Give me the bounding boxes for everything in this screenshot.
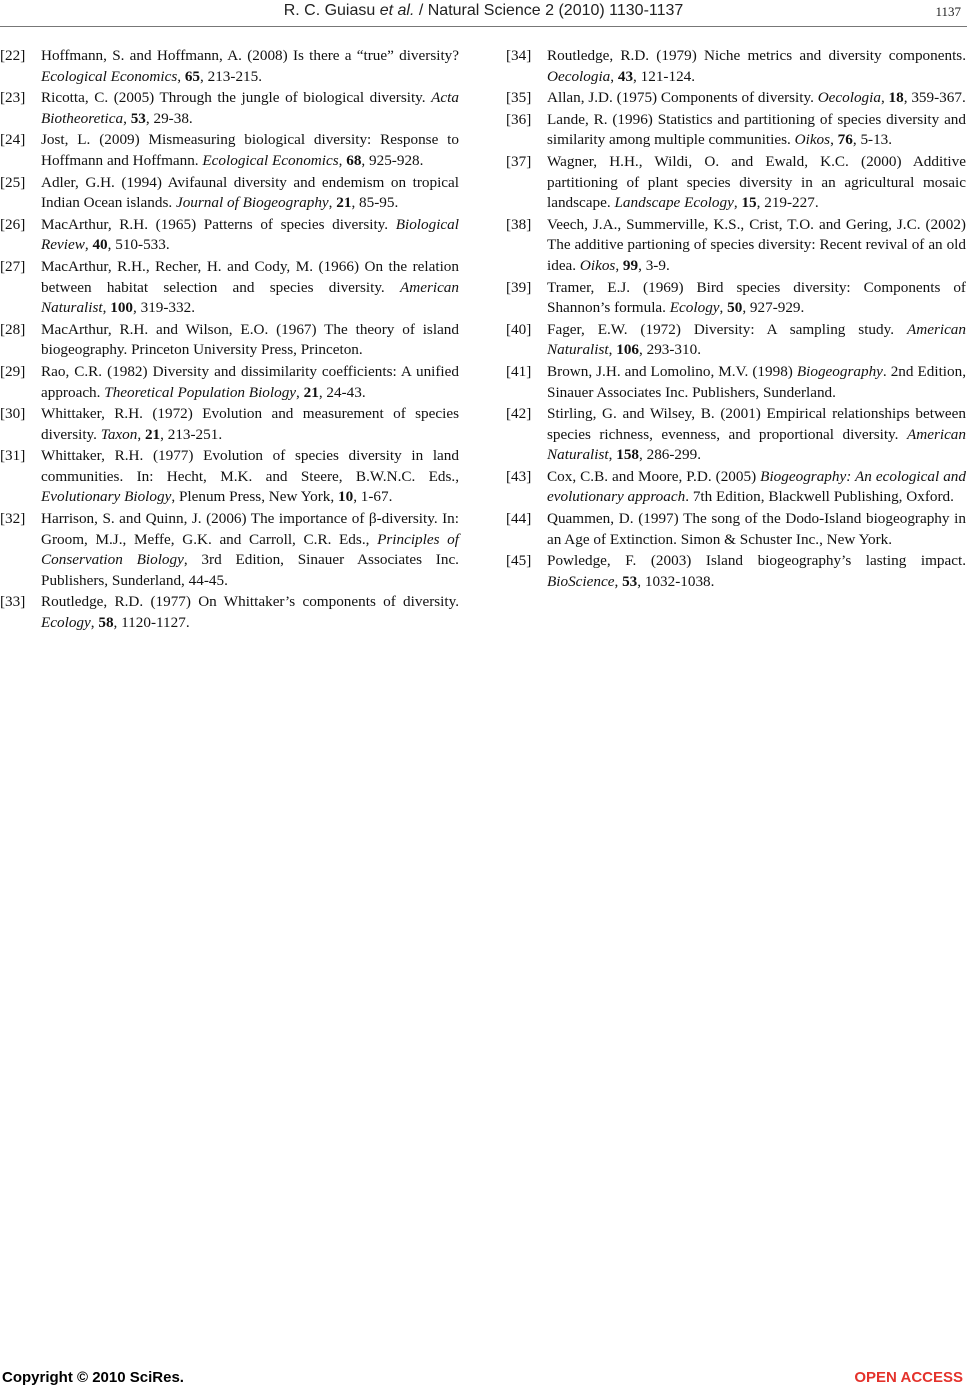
- reference-pages: , 24-43.: [318, 383, 366, 401]
- reference-volume: 50: [727, 299, 743, 317]
- reference-text: [547, 46, 966, 87]
- reference-volume: 53: [130, 109, 146, 127]
- reference-pages: . 7th Edition, Blackwell Publishing, Oxford.: [685, 488, 954, 506]
- reference-text: [41, 173, 459, 214]
- reference-journal: Oecologia: [817, 89, 881, 107]
- reference-entry: [506, 278, 966, 319]
- reference-separator: ,: [614, 572, 623, 590]
- reference-pages: , 1032-1038.: [637, 572, 715, 590]
- reference-journal: Journal of Biogeography: [175, 194, 329, 212]
- reference-text: [547, 551, 966, 592]
- reference-journal: Oikos: [794, 131, 831, 149]
- reference-volume: 15: [741, 194, 757, 212]
- reference-journal: Oikos: [579, 256, 616, 274]
- reference-journal: Evolutionary Biology: [41, 488, 172, 506]
- reference-separator: ,: [733, 194, 742, 212]
- reference-number: [23]: [0, 89, 26, 107]
- reference-volume: 18: [888, 89, 904, 107]
- reference-volume: 21: [303, 383, 319, 401]
- reference-journal: American Naturalist: [547, 320, 966, 359]
- reference-separator: ,: [123, 109, 131, 127]
- reference-text: [547, 509, 966, 550]
- reference-number: [24]: [0, 131, 26, 149]
- header-journal: / Natural Science 2 (2010) 1130-1137: [414, 2, 684, 19]
- reference-pages: , 85-95.: [351, 194, 399, 212]
- reference-entry: [506, 362, 966, 403]
- header-title: [0, 2, 967, 20]
- reference-journal: Taxon: [100, 425, 138, 443]
- reference-entry: [0, 404, 459, 445]
- reference-pages: . 2nd Edition, Sinauer Associates Inc. Publishers, Sunderland.: [547, 362, 967, 401]
- reference-number: [44]: [506, 510, 532, 528]
- reference-text: [547, 320, 966, 361]
- reference-journal: Biological Review: [41, 215, 459, 254]
- reference-number: [42]: [506, 405, 532, 423]
- reference-separator: ,: [608, 341, 617, 359]
- reference-entry: [506, 467, 966, 508]
- reference-pages: , 927-929.: [742, 299, 805, 317]
- reference-text: [41, 257, 459, 319]
- reference-separator: ,: [84, 236, 93, 254]
- reference-number: [34]: [506, 47, 532, 64]
- reference-journal: Landscape Ecology: [614, 194, 734, 212]
- references-left-column: [0, 46, 459, 635]
- reference-journal: American Naturalist: [41, 278, 459, 317]
- reference-number: [25]: [0, 173, 26, 191]
- reference-text: [547, 88, 966, 109]
- reference-pages: , 3-9.: [638, 256, 670, 274]
- reference-entry: [0, 320, 459, 361]
- reference-number: [28]: [0, 320, 26, 338]
- reference-journal: Acta Biotheoretica: [41, 89, 459, 127]
- reference-citation: Whittaker, R.H. (1972) Evolution and measurement of species diversity.: [41, 405, 459, 443]
- reference-entry: [0, 362, 459, 403]
- reference-pages: , 286-299.: [639, 446, 702, 464]
- reference-pages: , 510-533.: [107, 236, 170, 254]
- references-right-column: [506, 46, 966, 593]
- reference-pages: , 925-928.: [361, 151, 424, 169]
- reference-entry: [0, 215, 459, 256]
- reference-journal: Ecology: [669, 299, 720, 317]
- reference-citation: MacArthur, R.H., Recher, H. and Cody, M. (1966) On the relation between habitat selection and species diversity.: [41, 257, 459, 296]
- reference-number: [30]: [0, 405, 26, 423]
- reference-citation: Ricotta, C. (2005) Through the jungle of biological diversity.: [41, 89, 432, 107]
- reference-text: [41, 46, 459, 87]
- reference-citation: Whittaker, R.H. (1977) Evolution of species diversity in land communities. In: Hecht, M.K. and Steere, B.W.N.C. Eds.,: [41, 447, 459, 485]
- reference-citation: Tramer, E.J. (1969) Bird species diversity: Components of Shannon’s formula.: [547, 278, 966, 317]
- reference-citation: Routledge, R.D. (1979) Niche metrics and diversity components.: [547, 47, 966, 64]
- reference-text: [41, 130, 459, 171]
- reference-citation: Hoffmann, S. and Hoffmann, A. (2008) Is there a “true” diversity?: [41, 47, 459, 64]
- reference-citation: Routledge, R.D. (1977) On Whittaker’s components of diversity.: [41, 593, 459, 611]
- reference-separator: ,: [719, 299, 728, 317]
- reference-volume: 43: [617, 67, 634, 85]
- reference-volume: 106: [616, 341, 639, 359]
- reference-entry: [506, 551, 966, 592]
- reference-citation: MacArthur, R.H. and Wilson, E.O. (1967) The theory of island biogeography. Princeton University Press, Princeton.: [41, 320, 459, 359]
- reference-text: [41, 88, 459, 129]
- reference-text: [547, 215, 966, 277]
- reference-citation: Quammen, D. (1997) The song of the Dodo-Island biogeography in an Age of Extinction. Simon & Schuster Inc., New York.: [547, 510, 966, 548]
- reference-entry: [0, 173, 459, 214]
- reference-separator: ,: [328, 194, 337, 212]
- reference-number: [37]: [506, 152, 532, 170]
- reference-pages: , 219-227.: [756, 194, 819, 212]
- reference-citation: Cox, C.B. and Moore, P.D. (2005): [547, 467, 761, 485]
- reference-volume: 99: [622, 256, 639, 274]
- reference-text: [547, 467, 966, 508]
- reference-separator: ,: [610, 67, 618, 85]
- reference-citation: Harrison, S. and Quinn, J. (2006) The importance of β-diversity. In: Groom, M.J., Meffe, G.K. and Carroll, C.R. Eds.,: [41, 510, 459, 548]
- reference-text: [547, 152, 966, 214]
- reference-entry: [0, 88, 459, 129]
- reference-text: [41, 215, 459, 256]
- open-access-label: OPEN ACCESS: [854, 1369, 963, 1386]
- reference-journal: American Naturalist: [547, 425, 966, 464]
- reference-text: [547, 110, 966, 151]
- reference-citation: Wagner, H.H., Wildi, O. and Ewald, K.C. (2000) Additive partitioning of plant species diversity in an agricultural mosaic landscape.: [547, 152, 966, 212]
- reference-pages: , 1-67.: [353, 488, 393, 506]
- reference-number: [43]: [506, 467, 532, 485]
- reference-entry: [506, 152, 966, 214]
- reference-pages: , 121-124.: [633, 67, 696, 85]
- reference-number: [29]: [0, 362, 26, 380]
- reference-volume: 53: [622, 572, 638, 590]
- reference-entry: [506, 110, 966, 151]
- reference-pages: , 319-332.: [133, 299, 196, 317]
- reference-pages: , 293-310.: [639, 341, 702, 359]
- reference-separator: ,: [296, 383, 304, 401]
- reference-text: [547, 404, 966, 466]
- reference-pages: , 3rd Edition, Sinauer Associates Inc. Publishers, Sunderland, 44-45.: [41, 551, 459, 589]
- running-header: [0, 0, 967, 27]
- reference-volume: 68: [346, 151, 362, 169]
- reference-journal: Principles of Conservation Biology: [41, 530, 459, 569]
- reference-separator: ,: [608, 446, 617, 464]
- reference-separator: ,: [880, 89, 889, 107]
- reference-separator: ,: [137, 425, 145, 443]
- reference-journal: Ecology: [41, 614, 91, 632]
- reference-separator: ,: [830, 131, 838, 149]
- reference-journal: Biogeography: [796, 362, 883, 380]
- reference-citation: Veech, J.A., Summerville, K.S., Crist, T.O. and Gering, J.C. (2002) The additive partioning of species diversity: Recent revival of an old idea.: [547, 215, 966, 274]
- reference-pages: , 1120-1127.: [113, 614, 190, 632]
- reference-pages: , 5-13.: [852, 131, 893, 149]
- reference-separator: ,: [102, 299, 111, 317]
- page-number: 1137: [935, 4, 961, 19]
- reference-volume: 158: [616, 446, 639, 464]
- reference-journal: Ecological Economics: [202, 151, 339, 169]
- reference-pages: , 213-251.: [160, 425, 223, 443]
- reference-entry: [0, 592, 459, 633]
- reference-volume: 10: [338, 488, 354, 506]
- reference-entry: [0, 509, 459, 591]
- header-etal: et al.: [379, 2, 415, 19]
- reference-citation: Stirling, G. and Wilsey, B. (2001) Empirical relationships between species richness, evenness, and proportional diversity.: [547, 405, 966, 443]
- reference-volume: 76: [837, 131, 853, 149]
- reference-text: [41, 362, 459, 403]
- copyright-notice: Copyright © 2010 SciRes.: [2, 1369, 184, 1386]
- reference-separator: ,: [90, 614, 99, 632]
- reference-number: [32]: [0, 510, 26, 528]
- reference-entry: [506, 46, 966, 87]
- reference-text: [41, 446, 459, 508]
- reference-citation: Adler, G.H. (1994) Avifaunal diversity and endemism on tropical Indian Ocean islands.: [41, 173, 459, 212]
- reference-separator: , Plenum Press, New York,: [171, 488, 338, 506]
- reference-citation: Lande, R. (1996) Statistics and partitioning of species diversity and similarity among multiple communities.: [547, 110, 966, 149]
- reference-number: [40]: [506, 320, 532, 338]
- reference-citation: Jost, L. (2009) Mismeasuring biological diversity: Response to Hoffmann and Hoffmann.: [41, 131, 459, 169]
- reference-pages: , 29-38.: [145, 109, 193, 127]
- reference-volume: 100: [110, 299, 133, 317]
- reference-number: [35]: [506, 89, 532, 107]
- reference-entry: [506, 404, 966, 466]
- reference-entry: [0, 130, 459, 171]
- reference-number: [33]: [0, 593, 26, 611]
- reference-text: [41, 592, 459, 633]
- reference-number: [36]: [506, 110, 532, 128]
- reference-number: [38]: [506, 215, 532, 233]
- reference-journal: Ecological Economics: [41, 67, 178, 85]
- reference-number: [27]: [0, 257, 26, 275]
- header-author: R. C. Guiasu: [283, 2, 380, 19]
- reference-volume: 58: [98, 614, 114, 632]
- reference-text: [547, 362, 966, 403]
- reference-number: [45]: [506, 552, 532, 570]
- reference-citation: Powledge, F. (2003) Island biogeography’s lasting impact.: [547, 552, 966, 570]
- reference-entry: [506, 509, 966, 550]
- reference-entry: [506, 320, 966, 361]
- reference-entry: [0, 46, 459, 87]
- reference-entry: [506, 215, 966, 277]
- reference-volume: 21: [144, 425, 161, 443]
- reference-pages: , 359-367.: [903, 89, 966, 107]
- reference-pages: , 213-215.: [200, 67, 263, 85]
- reference-number: [26]: [0, 215, 26, 233]
- reference-number: [31]: [0, 447, 26, 465]
- reference-entry: [0, 446, 459, 508]
- reference-volume: 21: [336, 194, 352, 212]
- reference-entry: [506, 88, 966, 109]
- reference-journal: Biogeography: An ecological and evolutionary approach: [547, 467, 966, 506]
- reference-number: [39]: [506, 278, 532, 296]
- reference-journal: BioScience: [547, 572, 615, 590]
- reference-citation: Fager, E.W. (1972) Diversity: A sampling study.: [547, 320, 907, 338]
- reference-separator: ,: [615, 256, 623, 274]
- reference-text: [41, 404, 459, 445]
- reference-citation: Brown, J.H. and Lomolino, M.V. (1998): [547, 362, 797, 380]
- reference-citation: MacArthur, R.H. (1965) Patterns of species diversity.: [41, 215, 396, 233]
- reference-citation: Rao, C.R. (1982) Diversity and dissimilarity coefficients: A unified approach.: [41, 362, 459, 401]
- reference-citation: Allan, J.D. (1975) Components of diversity.: [547, 89, 818, 107]
- reference-text: [41, 509, 459, 591]
- reference-text: [41, 320, 459, 361]
- reference-separator: ,: [338, 151, 347, 169]
- reference-entry: [0, 257, 459, 319]
- reference-text: [547, 278, 966, 319]
- reference-journal: Oecologia: [547, 67, 611, 85]
- reference-journal: Theoretical Population Biology: [104, 383, 297, 401]
- reference-volume: 65: [184, 67, 201, 85]
- reference-separator: ,: [177, 67, 185, 85]
- reference-number: [22]: [0, 47, 26, 64]
- reference-number: [41]: [506, 362, 532, 380]
- reference-volume: 40: [92, 236, 108, 254]
